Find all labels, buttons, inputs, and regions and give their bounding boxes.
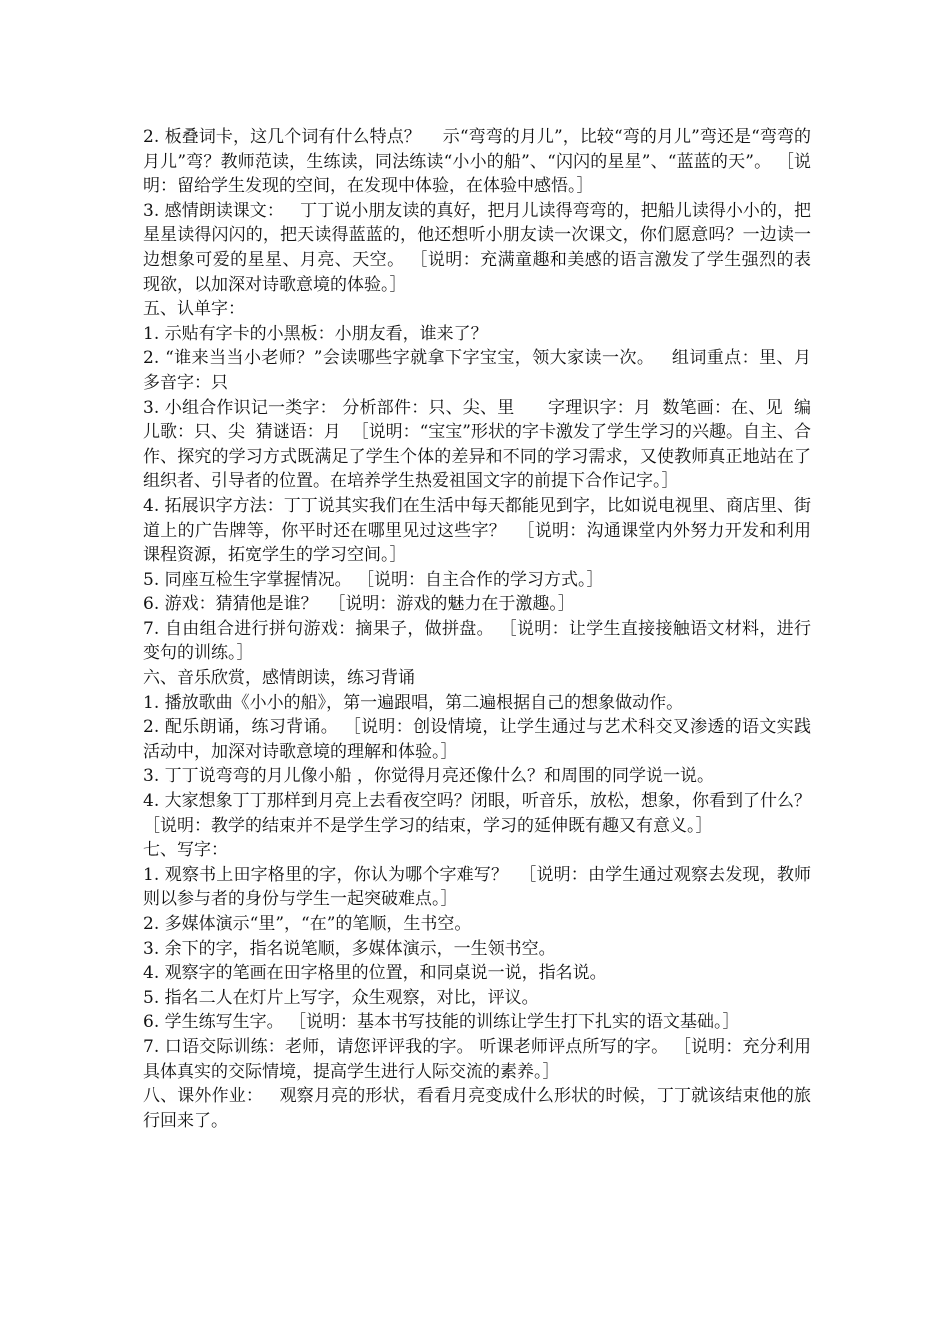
paragraph-6-2: 2. 配乐朗诵，练习背诵。 ［说明：创设情境，让学生通过与艺术科交叉渗透的语文实践活动中，加深对诗歌意境的理解和体验。］ — [143, 717, 811, 762]
paragraph-7-1: 1. 观察书上田字格里的字，你认为哪个字难写？ ［说明：由学生通过观察去发现，教师则以参与者的身份与学生一起突破难点。］ — [143, 864, 811, 910]
paragraph-6-1: 1. 播放歌曲《小小的船》，第一遍跟唱，第二遍根据自己的想象做动作。 — [143, 692, 684, 713]
paragraph-7-5: 5. 指名二人在灯片上写字，众生观察，对比，评议。 — [143, 987, 539, 1008]
paragraph-5-5: 5. 同座互检生字掌握情况。 ［说明：自主合作的学习方式。］ — [143, 569, 604, 590]
paragraph-7-7: 7. 口语交际训练：老师，请您评评我的字。 听课老师评点所写的字。 ［说明：充分利用具体真实的交际情境，提高学生进行人际交流的素养。］ — [143, 1036, 811, 1082]
document-body — [143, 125, 822, 1133]
section-heading-6: 六、音乐欣赏，感情朗读，练习背诵 — [143, 668, 415, 689]
paragraph-6-3: 3. 丁丁说弯弯的月儿像小船 ，你觉得月亮还像什么？和周围的同学说一说。 — [143, 766, 715, 787]
paragraph-7-3: 3. 余下的字，指名说笔顺，多媒体演示，一生领书空。 — [143, 938, 556, 959]
paragraph-7-4: 4. 观察字的笔画在田字格里的位置，和同桌说一说，指名说。 — [143, 963, 607, 984]
paragraph-7-6: 6. 学生练写生字。 ［说明：基本书写技能的训练让学生打下扎实的语文基础。］ — [143, 1012, 740, 1033]
paragraph-step-3: 3. 感情朗读课文： 丁丁说小朋友读的真好，把月儿读得弯弯的，把船儿读得小小的，把星星读得闪闪的，把天读得蓝蓝的，他还想听小朋友读一次课文，你们愿意吗？一边读一边想象可爱的星星、月亮、天空。 ［说明：充满童趣和美感的语言激发了学生强烈的表现欲，以加深对诗歌意境的体验。］ — [143, 200, 811, 295]
paragraph-5-6: 6. 游戏：猜猜他是谁？ ［说明：游戏的魅力在于激趣。］ — [143, 594, 575, 615]
paragraph-5-3: 3. 小组合作识记一类字： 分析部件：只、尖、里 字理识字：月 数笔画：在、见 编儿歌：只、尖 猜谜语：月 ［说明：“宝宝”形状的字卡激发了学生学习的兴趣。自主、合作、探究的学习方式既满足了学生个体的差异和不同的学习需求，又使教师真正地站在了组织者、引导者的位置。在培养学生热爱祖国文字的前提下合作记字。］ — [143, 397, 811, 492]
paragraph-5-1: 1. 示贴有字卡的小黑板：小朋友看，谁来了？ — [143, 323, 488, 344]
section-heading-7: 七、写字： — [143, 840, 228, 861]
paragraph-5-7: 7. 自由组合进行拼句游戏：摘果子，做拼盘。 ［说明：让学生直接接触语文材料，进行变句的训练。］ — [143, 618, 811, 664]
paragraph-7-2: 2. 多媒体演示“里”，“在”的笔顺，生书空。 — [143, 914, 472, 934]
paragraph-6-4: 4. 大家想象丁丁那样到月亮上去看夜空吗？闭眼，听音乐，放松，想象，你看到了什么？ ［说明：教学的结束并不是学生学习的结束，学习的延伸既有趣又有意义。］ — [143, 791, 822, 836]
section-heading-8: 八、课外作业： 观察月亮的形状，看看月亮变成什么形状的时候，丁丁就该结束他的旅行回来了。 — [143, 1086, 811, 1131]
paragraph-5-2: 2. “谁来当当小老师？”会读哪些字就拿下字宝宝，领大家读一次。 组词重点：里、月 多音字：只 — [143, 348, 822, 393]
section-heading-5: 五、认单字： — [143, 299, 245, 320]
paragraph-step-2: 2. 板叠词卡，这几个词有什么特点？ 示“弯弯的月儿”，比较“弯的月儿”弯还是“弯弯的月儿”弯？教师范读，生练读，同法练读“小小的船”、“闪闪的星星”、“蓝蓝的天”。 ［说明：留给学生发现的空间，在发现中体验，在体验中感悟。］ — [143, 127, 811, 197]
paragraph-5-4: 4. 拓展识字方法：丁丁说其实我们在生活中每天都能见到字，比如说电视里、商店里、街道上的广告牌等，你平时还在哪里见过这些字？ ［说明：沟通课堂内外努力开发和利用课程资源，拓宽学生的学习空间。］ — [143, 495, 811, 566]
